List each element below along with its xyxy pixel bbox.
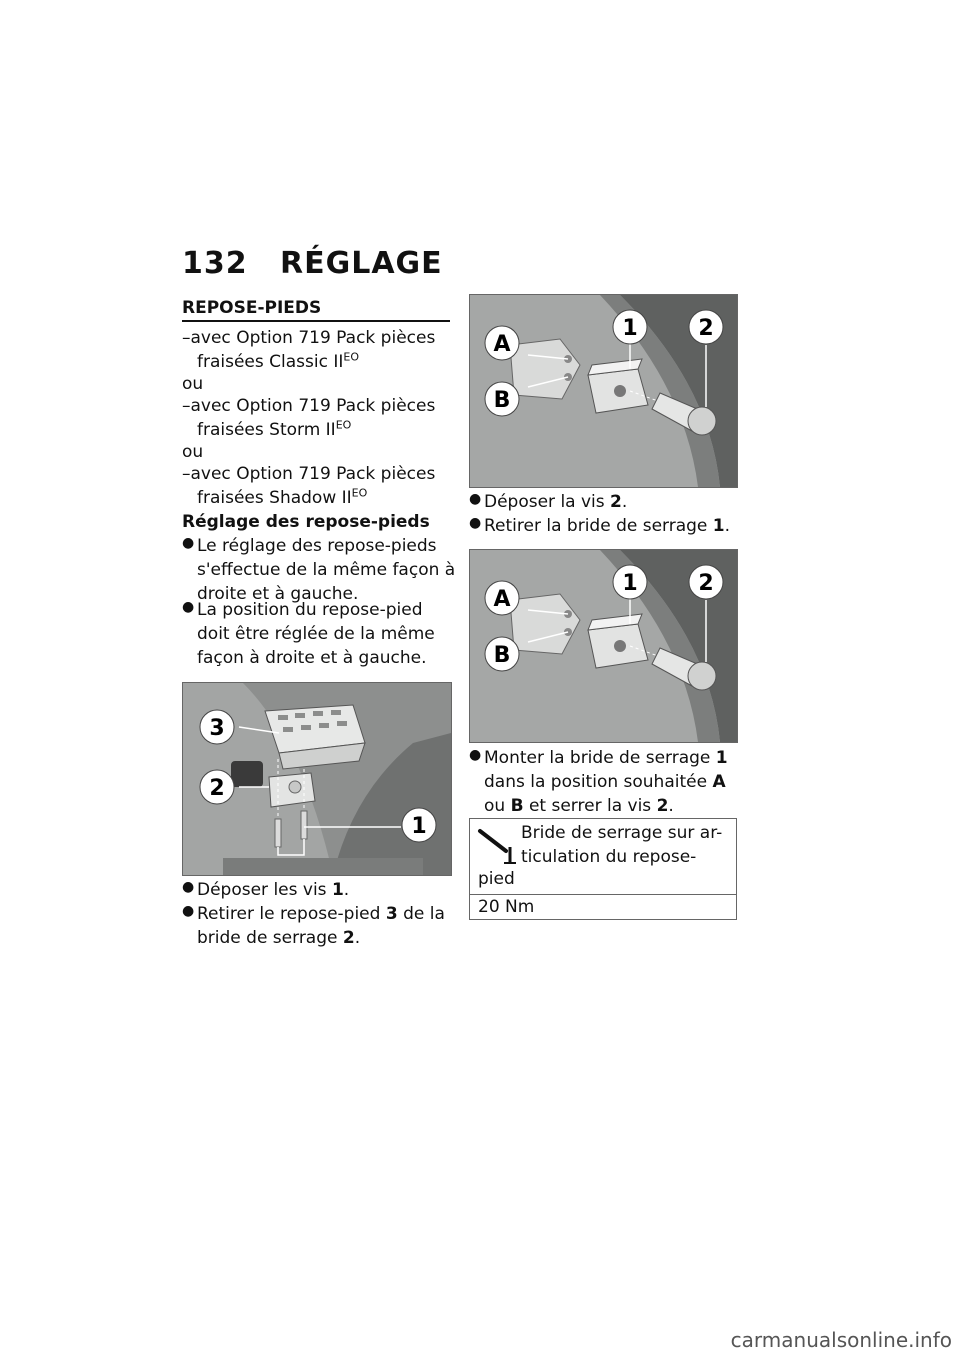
bullet-text: doit être réglée de la même: [197, 624, 435, 644]
step-mount-line3: ou B et serrer la vis 2.: [484, 796, 674, 816]
callout-2: 2: [698, 571, 714, 596]
bullet-icon: ●: [182, 903, 195, 919]
option-item: –avec Option 719 Pack pièces: [182, 464, 436, 484]
torque-label-line1: Bride de serrage sur ar-: [521, 823, 723, 843]
callout-1: 1: [622, 316, 638, 341]
callout-1: 1: [411, 814, 427, 839]
option-item-cont: fraisées Classic $II^{EO}$: [197, 350, 359, 372]
or-label: ou: [182, 442, 204, 462]
option-item: –avec Option 719 Pack pièces: [182, 396, 436, 416]
option-item: –avec Option 719 Pack pièces: [182, 328, 436, 348]
chapter-title: RÉGLAGE: [280, 246, 443, 281]
section-rule: [182, 320, 450, 322]
page-number: 132: [182, 246, 248, 281]
bullet-text: La position du repose-pied: [197, 600, 423, 620]
step-remove-clamp: Retirer la bride de serrage 1.: [484, 516, 731, 536]
bullet-icon: ●: [182, 535, 195, 551]
option-item-cont: fraisées Shadow $II^{EO}$: [197, 486, 368, 508]
torque-value: 20 Nm: [478, 897, 535, 917]
bullet-text: droite et à gauche.: [197, 584, 359, 604]
bullet-icon: ●: [469, 747, 482, 763]
bullet-icon: ●: [469, 491, 482, 507]
callout-3: 3: [209, 716, 225, 741]
callout-B: B: [493, 388, 511, 413]
option-item-cont: fraisées Storm $II^{EO}$: [197, 418, 352, 440]
callout-A: A: [493, 332, 511, 357]
callout-2: 2: [209, 776, 225, 801]
bullet-text: Le réglage des repose-pieds: [197, 536, 437, 556]
callout-1: 1: [622, 571, 638, 596]
step-mount-line1: Monter la bride de serrage 1: [484, 748, 728, 768]
bullet-icon: ●: [182, 879, 195, 895]
torque-label-line2: ticulation du repose-: [521, 847, 697, 867]
bullet-icon: ●: [182, 599, 195, 615]
footpeg-illustration: [182, 682, 452, 876]
clamp-illustration-2: [469, 549, 738, 743]
torque-spec-box: [469, 818, 737, 920]
torque-label-line3: pied: [478, 869, 515, 889]
clamp-illustration-1: [469, 294, 738, 488]
step-mount-line2: dans la position souhaitée A: [484, 772, 726, 792]
or-label: ou: [182, 374, 204, 394]
step-remove-footpeg: Retirer le repose-pied 3 de la: [197, 904, 445, 924]
step-remove-screw: Déposer la vis 2.: [484, 492, 628, 512]
torque-wrench-icon: [476, 825, 520, 869]
callout-2: 2: [698, 316, 714, 341]
step-remove-screws: Déposer les vis 1.: [197, 880, 350, 900]
watermark: carmanualsonline.info: [730, 1328, 952, 1352]
bullet-icon: ●: [469, 515, 482, 531]
callout-A: A: [493, 587, 511, 612]
section-title: REPOSE-PIEDS: [182, 298, 322, 318]
callout-B: B: [493, 643, 511, 668]
step-remove-footpeg-cont: bride de serrage 2.: [197, 928, 361, 948]
bullet-text: s'effectue de la même façon à: [197, 560, 456, 580]
subsection-title: Réglage des repose-pieds: [182, 512, 430, 532]
bullet-text: façon à droite et à gauche.: [197, 648, 427, 668]
